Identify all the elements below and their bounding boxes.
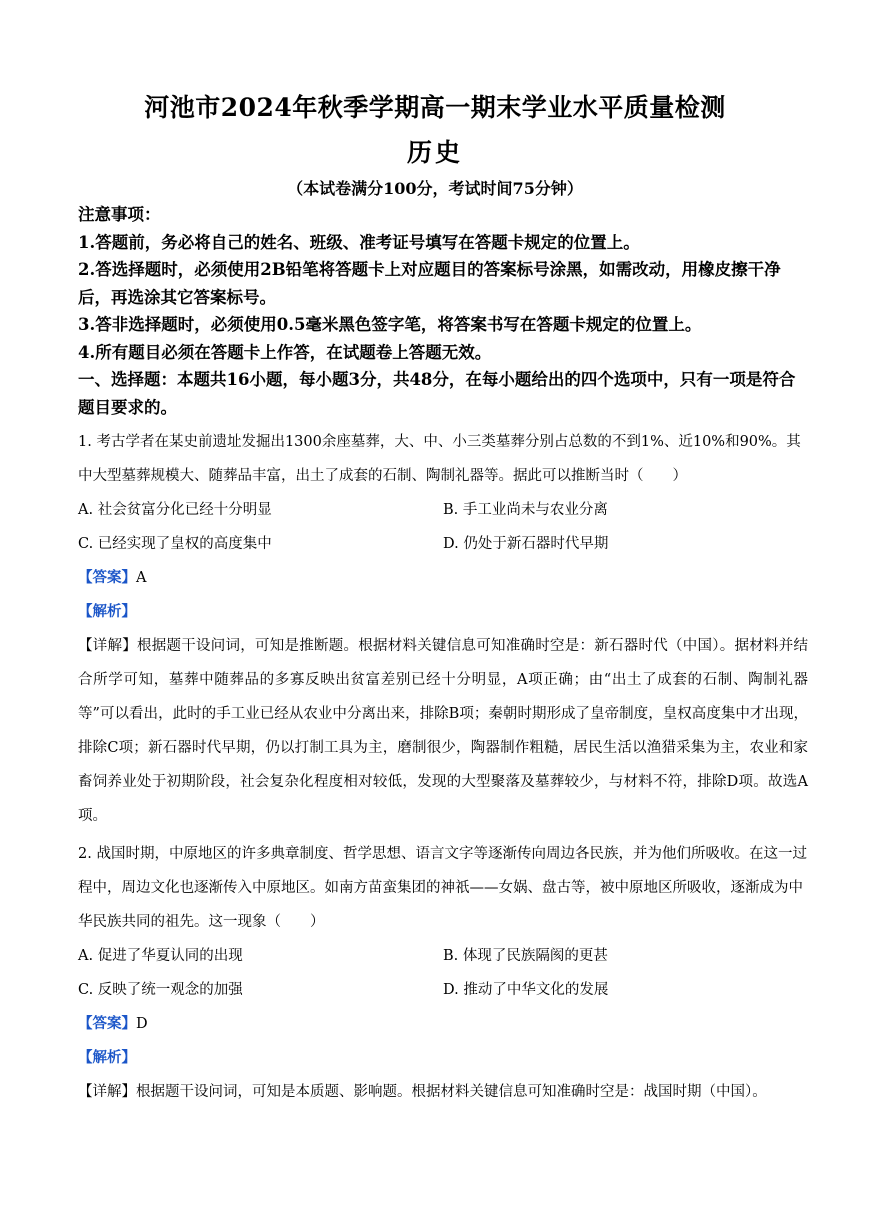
detail-paragraph: 【详解】根据题干设问词，可知是本质题、影响题。根据材料关键信息可知准确时空是：战国时期（中国）。 [78, 1084, 767, 1100]
section-heading: 一、选择题：本题共16小题，每小题3分，共48分，在每小题给出的四个选项中，只有一项是符合题目要求的。 [78, 370, 796, 417]
answer-label: 答案 [92, 1015, 122, 1032]
analysis-label: 解析 [92, 1049, 122, 1066]
analysis-line: 【解析】 [78, 603, 136, 620]
option-a: A. 社会贫富分化已经十分明显 [78, 502, 272, 518]
answer-line: 【答案】A [78, 569, 147, 586]
detail-text: 根据题干设问词，可知是推断题。根据材料关键信息可知准确时空是：新石器时代（中国）。据材料并结合所学可知，墓葬中随葬品的多寡反映出贫富差别已经十分明显，A项正确；由“出土了成套的石制、陶制礼器等”可以看出，此时的手工业已经从农业中分离出来，排除B项；秦朝时期形成了皇帝制度，皇权高度集中才出现，排除C项；新石器时代早期，仍以打制工具为主，磨制很少，陶器制作粗糙，居民生活以渔猎采集为主，农业和家畜饲养业处于初期阶段，社会复杂化程度相对较低，发现的大型聚落及墓葬较少，与材料不符，排除D项。故选A项。 [78, 638, 808, 824]
option-c: C. 反映了统一观念的加强 [78, 982, 243, 998]
notice-item: 4.所有题目必须在答题卡上作答，在试题卷上答题无效。 [78, 342, 492, 362]
detail-text: 根据题干设问词，可知是本质题、影响题。根据材料关键信息可知准确时空是：战国时期（中国）。 [136, 1084, 767, 1100]
notice-item: 2.答选择题时，必须使用2B铅笔将答题卡上对应题目的答案标号涂黑，如需改动，用橡皮擦干净后，再选涂其它答案标号。 [78, 260, 781, 307]
detail-label: 详解 [92, 1084, 122, 1100]
option-b: B. 手工业尚未与农业分离 [443, 502, 608, 518]
option-c: C. 已经实现了皇权的高度集中 [78, 536, 272, 552]
answer-value: A [136, 570, 147, 586]
option-d: D. 推动了中华文化的发展 [443, 982, 609, 998]
answer-label: 答案 [92, 569, 122, 586]
question-stem: 1. 考古学者在某史前遗址发掘出1300余座墓葬，大、中、小三类墓葬分别占总数的不到1%、近10%和90%。其中大型墓葬规模大、随葬品丰富，出土了成套的石制、陶制礼器等。据此可以推断当时（ ） [78, 434, 801, 484]
option-b: B. 体现了民族隔阂的更甚 [443, 948, 608, 964]
question-options [78, 939, 808, 1007]
question-stem: 2. 战国时期，中原地区的许多典章制度、哲学思想、语言文字等逐渐传向周边各民族，并为他们所吸收。在这一过程中，周边文化也逐渐传入中原地区。如南方苗蛮集团的神祇——女娲、盘古等，被中原地区所吸收，逐渐成为中华民族共同的祖先。这一现象（ ） [78, 846, 807, 930]
analysis-label: 解析 [92, 603, 122, 620]
exam-meta: （本试卷满分100分，考试时间75分钟） [287, 179, 583, 198]
exam-title: 河池市2024年秋季学期高一期末学业水平质量检测 [144, 93, 726, 122]
question-block [78, 425, 808, 833]
subject-title: 历史 [406, 138, 463, 167]
notice-heading: 注意事项： [78, 205, 161, 224]
detail-label: 详解 [92, 638, 123, 654]
question-block [78, 837, 808, 1109]
answer-line: 【答案】D [78, 1015, 148, 1032]
option-d: D. 仍处于新石器时代早期 [443, 536, 609, 552]
analysis-line: 【解析】 [78, 1049, 136, 1066]
question-options [78, 493, 808, 561]
option-a: A. 促进了华夏认同的出现 [78, 948, 243, 964]
notice-item: 1.答题前，务必将自己的姓名、班级、准考证号填写在答题卡规定的位置上。 [78, 232, 640, 252]
detail-paragraph: 【详解】根据题干设问词，可知是推断题。根据材料关键信息可知准确时空是：新石器时代（中国）。据材料并结合所学可知，墓葬中随葬品的多寡反映出贫富差别已经十分明显，A项正确；由“出土了成套的石制、陶制礼器等”可以看出，此时的手工业已经从农业中分离出来，排除B项；秦朝时期形成了皇帝制度，皇权高度集中才出现，排除C项；新石器时代早期，仍以打制工具为主，磨制很少，陶器制作粗糙，居民生活以渔猎采集为主，农业和家畜饲养业处于初期阶段，社会复杂化程度相对较低，发现的大型聚落及墓葬较少，与材料不符，排除D项。故选A项。 [78, 638, 808, 824]
exam-body [78, 201, 808, 1109]
answer-value: D [136, 1016, 148, 1032]
notice-item: 3.答非选择题时，必须使用0.5毫米黑色签字笔，将答案书写在答题卡规定的位置上。 [78, 315, 702, 334]
